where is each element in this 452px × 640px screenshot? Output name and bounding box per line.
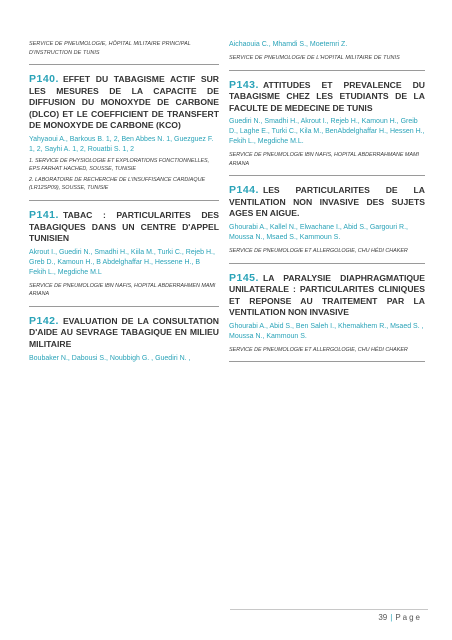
top-service: SERVICE DE PNEUMOLOGIE, HÔPITAL MILITAIRE PRINCIPAL D'INSTRUCTION DE TUNIS	[29, 41, 191, 56]
abstract-authors: Ghourabi A., Kallel N., Elwachane I., Abid S., Gargouri R., Moussa N., Msaed S., Kammoun S.	[229, 224, 408, 242]
abstract-title: EFFET DU TABAGISME ACTIF SUR LES MESURES DE LA CAPACITE DE DIFFUSION DU MONOXYDE DE CARBONE (DLCO) ET LE COEFFICIENT DE TRANSFERT DE MONOXYDE DE CARBONE (KCO)	[29, 74, 219, 131]
abstract-code: P145.	[229, 271, 259, 284]
abstract-code: P144.	[229, 184, 259, 197]
abstract-code: P143.	[229, 78, 259, 91]
divider	[229, 361, 425, 362]
affiliation: SERVICE DE PNEUMOLOGIE ET ALLERGOLOGIE, CHU HÉDI CHAKER	[229, 248, 408, 255]
abstract-p145	[229, 273, 425, 355]
abstract-authors: Akrout I., Guediri N., Smadhi H., Kiila M., Turki C., Rejeb H., Greb D., Kamoun H., B Abdelghaffar H., Hessene H., B Fekih L., Megdiche M.L	[29, 248, 215, 276]
abstract-p141	[29, 210, 219, 299]
top-authors: Aichaouia C., Mhamdi S., Moetemri Z.	[229, 41, 348, 48]
abstract-authors: Ghourabi A., Abid S., Ben Saleh I., Khemakhem R., Msaed S. , Moussa N., Kammoun S.	[229, 322, 424, 340]
abstract-title: TABAC : PARTICULARITES DES TABAGIQUES DANS UN CENTRE D'APPEL TUNISIEN	[29, 209, 219, 244]
abstract-code: P141.	[29, 208, 59, 221]
abstract-p143	[229, 80, 425, 169]
abstract-title: LA PARALYSIE DIAPHRAGMATIQUE UNILATERALE : PARTICULARITES CLINIQUES ET REPONSE AU TRAITEMENT PAR LA VENTILATION NON INVASIVE	[229, 272, 425, 318]
divider	[29, 306, 219, 307]
top-service: SERVICE DE PNEUMOLOGIE DE L'HOPITAL MILITAIRE DE TUNIS	[229, 55, 400, 61]
affiliation: SERVICE DE PNEUMOLOGIE IBN NAFIS, HOPITAL ABDERRAHMEN MAMI ARIANA	[29, 282, 216, 298]
abstract-authors: Boubaker N., Dabousi S., Noubbigh G. , Guediri N. ,	[29, 354, 191, 362]
page-label: Page	[395, 613, 422, 622]
abstract-authors: Guediri N., Smadhi H., Akrout I., Rejeb H., Kamoun H., Greib D., Laghe E., Turki C., Kila M., BenAbdelghaffar H., Hessen H., Fekih L., Megdiche M.L.	[229, 118, 425, 146]
abstract-title: EVALUATION DE LA CONSULTATION D'AIDE AU SEVRAGE TABAGIQUE EN MILIEU MILITAIRE	[29, 315, 219, 349]
abstract-p140	[29, 74, 219, 193]
divider	[29, 64, 219, 65]
abstract-authors: Yahyaoui A., Barkous B. 1, 2, Ben Abbes N. 1, Guezguez F. 1, 2, Sayhi A. 1, 2, Rouatbi S. 1, 2	[29, 135, 214, 153]
right-column	[229, 40, 425, 371]
abstract-code: P140.	[29, 73, 59, 85]
abstract-title: ATTITUDES ET PREVALENCE DU TABAGISME CHEZ LES ETUDIANTS DE LA FACULTE DE MEDECINE DE TUNIS	[229, 79, 425, 113]
footer-separator: |	[390, 613, 393, 622]
page-footer	[378, 613, 422, 622]
page-number: 39	[378, 613, 388, 622]
divider	[29, 200, 219, 201]
divider	[229, 70, 425, 71]
footer-divider	[230, 609, 428, 610]
abstract-title: LES PARTICULARITES DE LA VENTILATION NON INVASIVE DES SUJETS AGES EN AIGUE.	[229, 185, 425, 219]
divider	[229, 263, 425, 264]
affiliation: 2. LABORATOIRE DE RECHERCHE DE L'INSUFFISANCE CARDIAQUE (LR12SP09), SOUSSE, TUNISIE	[29, 176, 206, 192]
affiliation: SERVICE DE PNEUMOLOGIE ET ALLERGOLOGIE, CHU HÉDI CHAKER	[229, 346, 408, 353]
abstract-code: P142.	[29, 314, 59, 327]
abstract-p144	[229, 185, 425, 255]
divider	[229, 175, 425, 176]
left-column	[29, 40, 219, 364]
affiliation: SERVICE DE PNEUMOLOGIE IBN NAFIS, HOPITAL ABDERRAHMANE MAMI ARIANA	[229, 152, 420, 167]
abstract-p142	[29, 316, 219, 364]
affiliation: 1. SERVICE DE PHYSIOLOGIE ET EXPLORATIONS FONCTIONNELLES, EPS FARHAT HACHED, SOUSSE, TUNISIE	[29, 157, 210, 173]
